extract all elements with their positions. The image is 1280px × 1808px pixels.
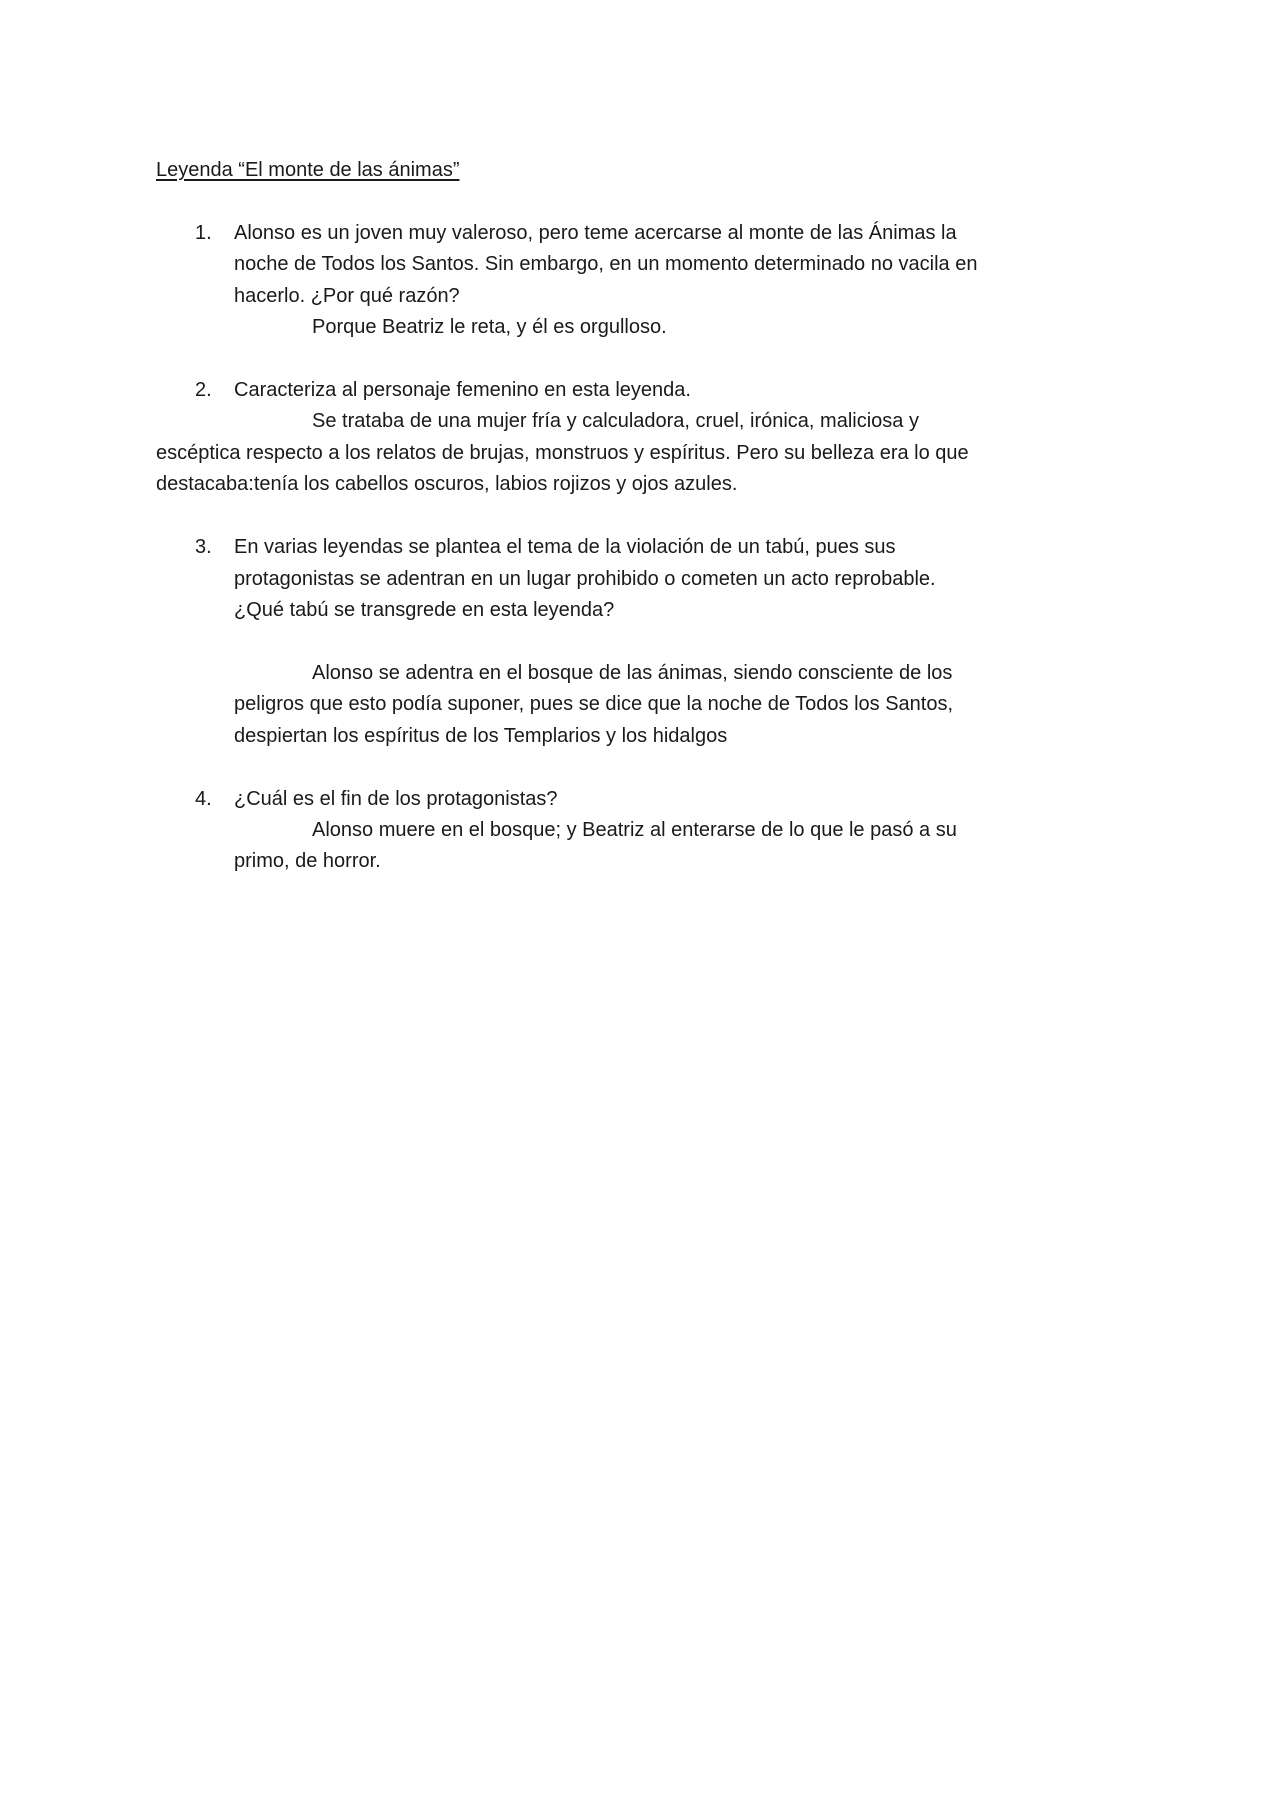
- question-text: noche de Todos los Santos. Sin embargo, en un momento determinado no vacila en: [234, 253, 978, 275]
- answer-text: Alonso se adentra en el bosque de las ánimas, siendo consciente de los: [312, 662, 953, 684]
- answer-text: despiertan los espíritus de los Templarios y los hidalgos: [234, 725, 728, 747]
- answer-text: peligros que esto podía suponer, pues se dice que la noche de Todos los Santos,: [234, 693, 954, 715]
- answer-text: escéptica respecto a los relatos de brujas, monstruos y espíritus. Pero su belleza era lo que: [156, 442, 969, 464]
- question-text: ¿Qué tabú se transgrede en esta leyenda?: [234, 599, 615, 621]
- question-text: hacerlo. ¿Por qué razón?: [234, 285, 460, 307]
- answer-text: Porque Beatriz le reta, y él es orgulloso.: [312, 316, 667, 338]
- question-number: 2.: [195, 379, 212, 401]
- question-text: protagonistas se adentran en un lugar prohibido o cometen un acto reprobable.: [234, 568, 936, 590]
- question-text: En varias leyendas se plantea el tema de la violación de un tabú, pues sus: [234, 536, 896, 558]
- answer-text: primo, de horror.: [234, 850, 381, 872]
- question-text: ¿Cuál es el fin de los protagonistas?: [234, 788, 558, 810]
- question-number: 4.: [195, 788, 212, 810]
- answer-text: Alonso muere en el bosque; y Beatriz al enterarse de lo que le pasó a su: [312, 819, 957, 841]
- answer-text: Se trataba de una mujer fría y calculadora, cruel, irónica, maliciosa y: [312, 410, 919, 432]
- answer-text: destacaba:tenía los cabellos oscuros, labios rojizos y ojos azules.: [156, 473, 738, 495]
- document-title: Leyenda “El monte de las ánimas”: [156, 159, 460, 181]
- question-number: 3.: [195, 536, 212, 558]
- question-text: Alonso es un joven muy valeroso, pero teme acercarse al monte de las Ánimas la: [234, 222, 957, 244]
- question-text: Caracteriza al personaje femenino en esta leyenda.: [234, 379, 691, 401]
- question-number: 1.: [195, 222, 212, 244]
